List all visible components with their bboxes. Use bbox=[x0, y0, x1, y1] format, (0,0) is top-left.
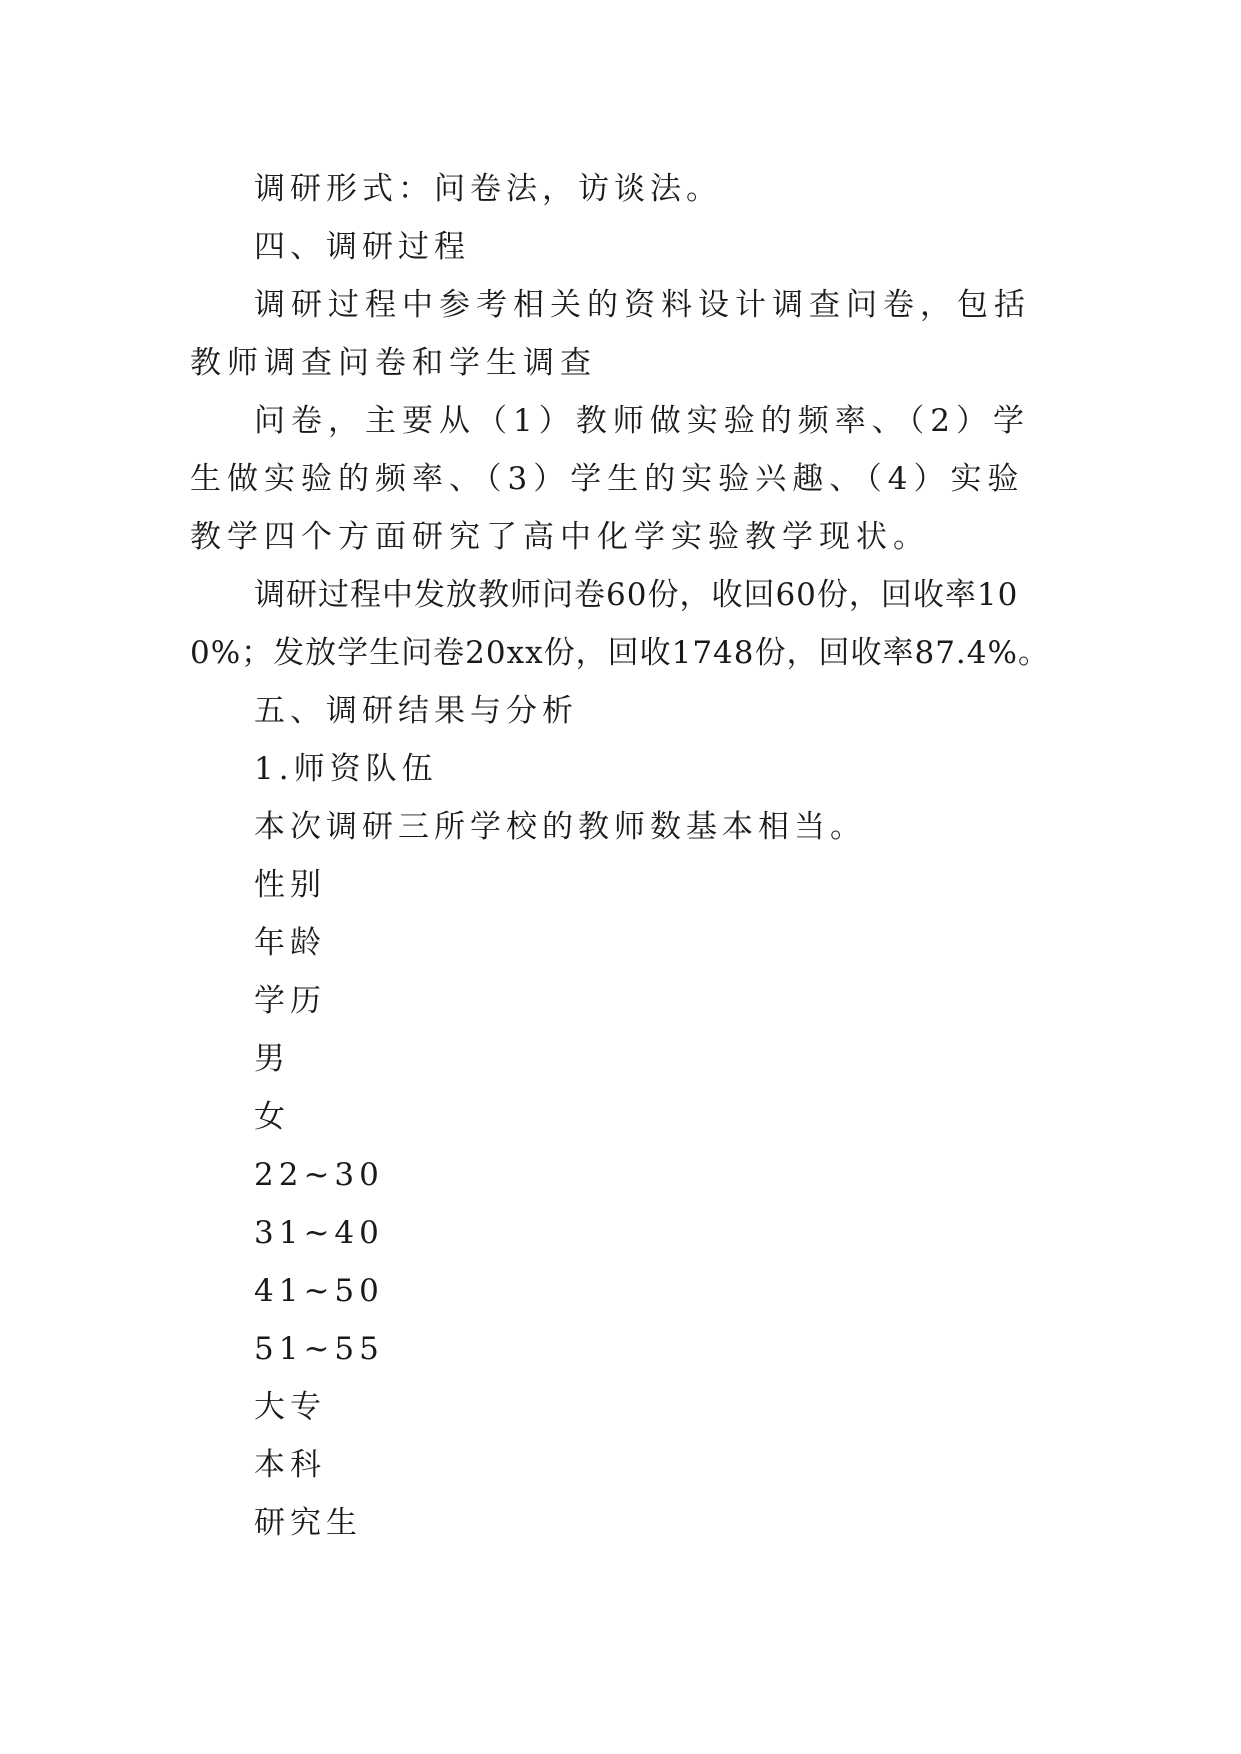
paragraph-teacher-count: 本次调研三所学校的教师数基本相当。 bbox=[254, 809, 866, 845]
table-cell-postgraduate: 研究生 bbox=[254, 1505, 362, 1541]
table-cell-bachelor: 本科 bbox=[254, 1447, 326, 1483]
paragraph-survey-method: 调研形式：问卷法，访谈法。 bbox=[254, 171, 722, 207]
heading-teaching-staff: 1.师资队伍 bbox=[254, 751, 438, 787]
paragraph-questionnaire-scope: 问卷，主要从（1）教师做实验的频率、（2）学生做实验的频率、（3）学生的实验兴趣、（4）实验教学四个方面研究了高中化学实验教学现状。 bbox=[190, 403, 1030, 555]
heading-results-analysis: 五、调研结果与分析 bbox=[254, 693, 578, 729]
table-cell-age-31-40: 31~40 bbox=[254, 1215, 384, 1251]
table-cell-age: 年龄 bbox=[254, 925, 326, 961]
table-cell-male: 男 bbox=[254, 1041, 290, 1077]
paragraph-questionnaire-design: 调研过程中参考相关的资料设计调查问卷，包括教师调查问卷和学生调查 bbox=[190, 287, 1031, 381]
document-body bbox=[190, 160, 1050, 1552]
table-cell-age-22-30: 22~30 bbox=[254, 1157, 384, 1193]
table-cell-gender: 性别 bbox=[254, 867, 326, 903]
paragraph-response-rate: 调研过程中发放教师问卷60份，收回60份，回收率100%；发放学生问卷20xx份，回收1748份，回收率87.4%。 bbox=[190, 577, 1050, 671]
table-cell-education: 学历 bbox=[254, 983, 326, 1019]
table-cell-age-51-55: 51~55 bbox=[254, 1331, 384, 1367]
table-cell-female: 女 bbox=[254, 1099, 290, 1135]
heading-survey-process: 四、调研过程 bbox=[254, 229, 470, 265]
table-cell-junior-college: 大专 bbox=[254, 1389, 326, 1425]
table-cell-age-41-50: 41~50 bbox=[254, 1273, 384, 1309]
